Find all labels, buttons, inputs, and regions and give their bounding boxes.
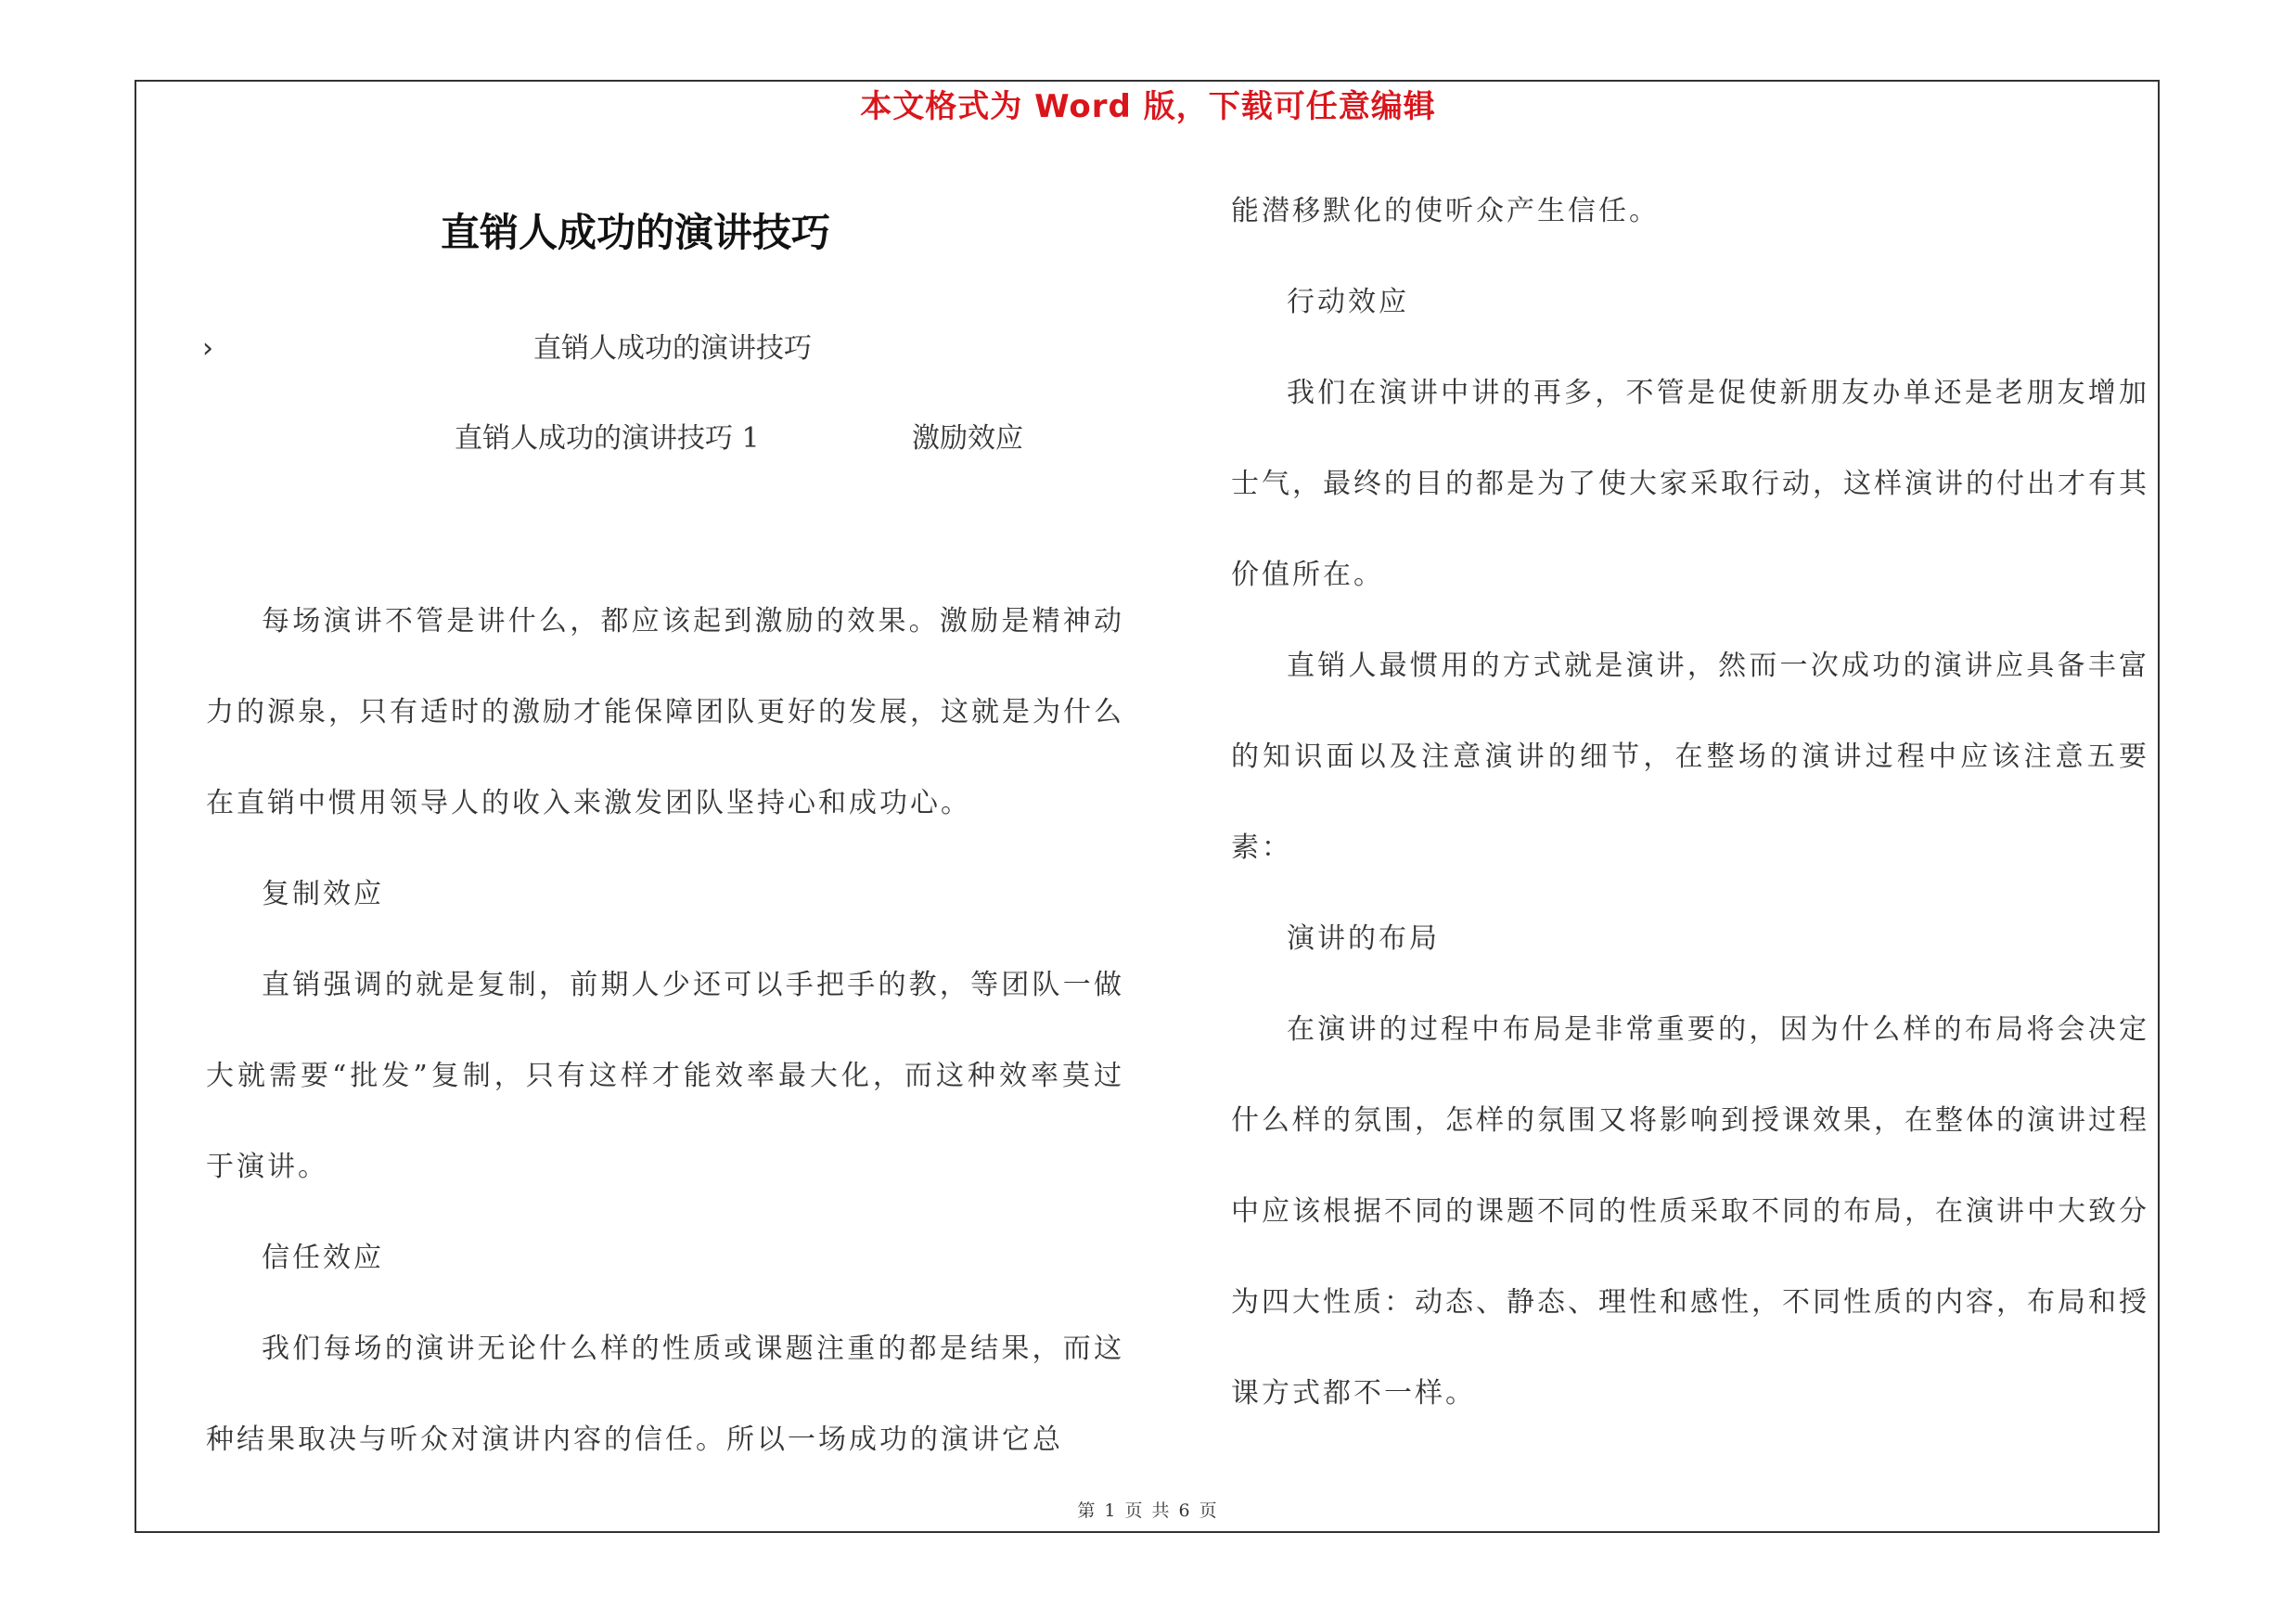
right-column [1231, 166, 2149, 1439]
page-number-footer: 第 1 页 共 6 页 [1077, 1501, 1219, 1521]
document-subtitle: 直销人成功的演讲技巧 [533, 332, 812, 365]
section-heading: 直销人成功的演讲技巧 1 [455, 422, 760, 455]
paragraph-trust-continued: 能潜移默化的使听众产生信任。 [1231, 195, 1660, 227]
heading-action: 行动效应 [1287, 286, 1409, 318]
paragraph-layout: 在演讲的过程中布局是非常重要的，因为什么样的布局将会决定什么样的氛围，怎样的氛围又将影响到授课效果，在整体的演讲过程中应该根据不同的课题不同的性质采取不同的布局，在演讲中大致分为四大性质：动态、静态、理性和感性，不同性质的内容，布局和授课方式都不一样。 [1231, 1013, 2149, 1410]
paragraph-trust: 我们每场的演讲无论什么样的性质或课题注重的都是结果，而这种结果取决与听众对演讲内容的信任。所以一场成功的演讲它总 [206, 1333, 1124, 1456]
heading-layout: 演讲的布局 [1287, 922, 1440, 955]
heading-replication: 复制效应 [262, 878, 384, 910]
left-column [206, 576, 1124, 1486]
paragraph-replication: 直销强调的就是复制，前期人少还可以手把手的教，等团队一做大就需要“批发”复制，只有这样才能效率最大化，而这种效率莫过于演讲。 [206, 969, 1124, 1183]
heading-trust: 信任效应 [262, 1242, 384, 1274]
paragraph-five-elements: 直销人最惯用的方式就是演讲，然而一次成功的演讲应具备丰富的知识面以及注意演讲的细节，在整场的演讲过程中应该注意五要素： [1231, 650, 2149, 864]
word-format-banner: 本文格式为 Word 版，下载可任意编辑 [860, 88, 1436, 125]
paragraph-incentive: 每场演讲不管是讲什么，都应该起到激励的效果。激励是精神动力的源泉，只有适时的激励才能保障团队更好的发展，这就是为什么在直销中惯用领导人的收入来激发团队坚持心和成功心。 [206, 605, 1124, 819]
chevron-right-icon: › [202, 332, 213, 365]
section-topic-incentive: 激励效应 [912, 422, 1023, 455]
paragraph-action: 我们在演讲中讲的再多，不管是促使新朋友办单还是老朋友增加士气，最终的目的都是为了使大家采取行动，这样演讲的付出才有其价值所在。 [1231, 377, 2149, 591]
document-title: 直销人成功的演讲技巧 [440, 210, 830, 255]
